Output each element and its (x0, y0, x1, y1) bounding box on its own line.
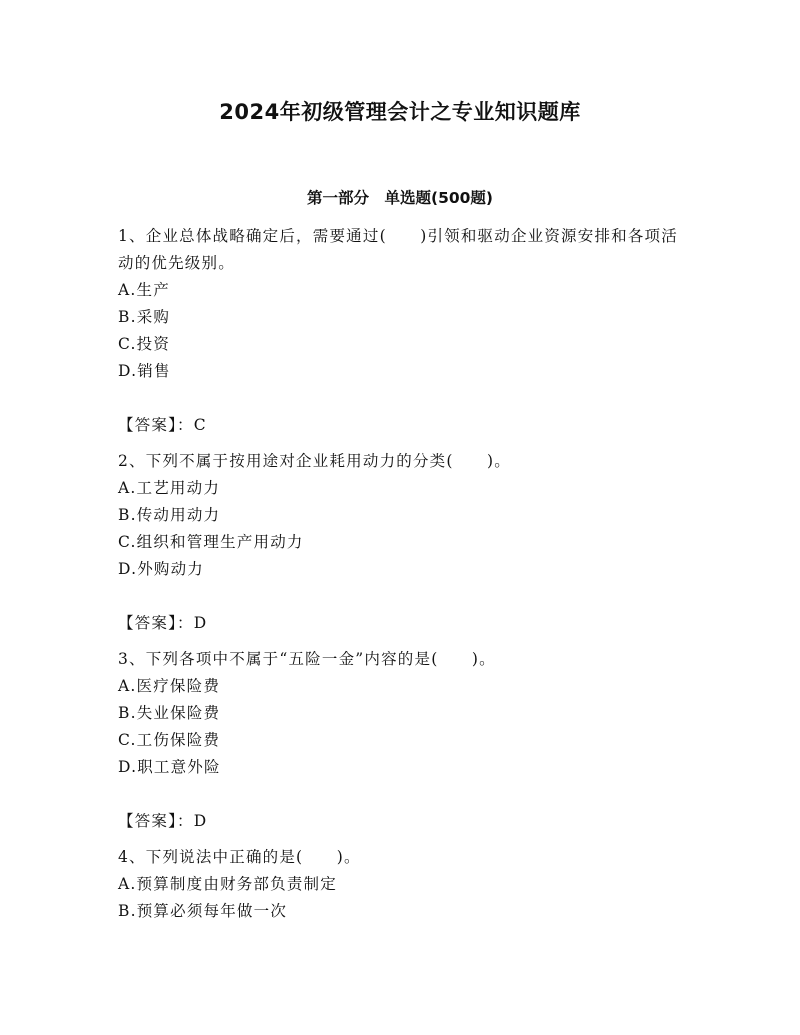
answer-line (118, 808, 688, 835)
question-list (118, 223, 688, 925)
option-c: C.组织和管理生产用动力 (118, 533, 304, 551)
answer-line (118, 610, 688, 637)
answer-value: C (193, 416, 207, 434)
question-text: 3、下列各项中不属于“五险一金”内容的是( )。 (118, 650, 496, 668)
option-b: B.失业保险费 (118, 704, 221, 722)
option-d: D.销售 (118, 362, 171, 380)
option-a: A.工艺用动力 (118, 479, 221, 497)
question-text: 2、下列不属于按用途对企业耗用动力的分类( )。 (118, 452, 511, 470)
option-a: A.生产 (118, 281, 170, 299)
option-b: B.传动用动力 (118, 506, 221, 524)
question-3 (118, 646, 688, 835)
answer-label: 【答案】： (118, 614, 194, 632)
question-text: 4、下列说法中正确的是( )。 (118, 848, 361, 866)
option-a: A.预算制度由财务部负责制定 (118, 875, 337, 893)
document-title: 2024年初级管理会计之专业知识题库 (219, 100, 581, 124)
option-c: C.工伤保险费 (118, 731, 221, 749)
answer-label: 【答案】： (118, 416, 194, 434)
option-c: C.投资 (118, 335, 171, 353)
answer-value: D (193, 812, 208, 830)
section-title: 第一部分 单选题(500题) (306, 189, 494, 207)
option-b: B.预算必须每年做一次 (118, 902, 288, 920)
option-d: D.外购动力 (118, 560, 205, 578)
option-d: D.职工意外险 (118, 758, 221, 776)
answer-value: D (193, 614, 208, 632)
option-b: B.采购 (118, 308, 171, 326)
question-text: 1、企业总体战略确定后，需要通过( )引领和驱动企业资源安排和各项活动的优先级别。 (118, 227, 678, 272)
question-1 (118, 223, 688, 439)
question-2 (118, 448, 688, 637)
answer-line (118, 412, 688, 439)
answer-label: 【答案】： (118, 812, 194, 830)
question-4 (118, 844, 688, 925)
option-a: A.医疗保险费 (118, 677, 221, 695)
